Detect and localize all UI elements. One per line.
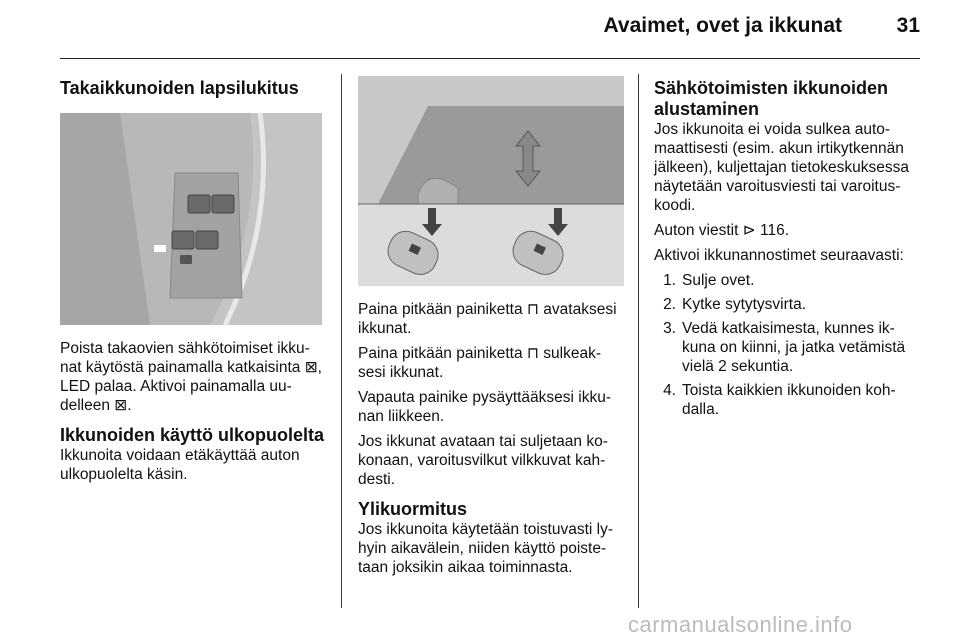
door-switch-panel-image [60,113,322,325]
remote-operation-text: Ikkunoita voidaan etäkäyttää auton ulkopuolelta käsin. [60,447,300,483]
list-item: 1. Sulje ovet. [663,272,755,289]
section-heading-remote-operation: Ikkunoiden käyttö ulkopuolelta [60,425,325,445]
list-item: 2. Kytke sytytysvirta. [663,296,807,313]
stop-window-text: Vapauta painike pysäyttääksesi ikku-nan liikkeen. [358,389,612,425]
column-1 [60,74,326,490]
section-heading-initialise: Sähkötoimisten ikkunoiden alustaminen [654,78,889,119]
chapter-title: Avaimet, ovet ja ikkunat [603,14,842,37]
page-number: 31 [896,14,920,37]
open-windows-text: Paina pitkään painiketta ⊓ avataksesi ikkunat. [358,301,617,337]
list-item: 3. Vedä katkaisimesta, kunnes ik-kuna on kiinni, ja jatka vetämistä vielä 2 sekuntia. [663,320,906,375]
watermark: carmanualsonline.info [628,612,853,637]
overload-text: Jos ikkunoita käytetään toistuvasti ly-hyin aikavälein, niiden käyttö poiste-taan joksikin aikaa toiminnasta. [358,521,614,576]
close-windows-text: Paina pitkään painiketta ⊓ sulkeak-sesi ikkunat. [358,345,602,381]
list-item: 4. Toista kaikkien ikkunoiden koh-dalla. [663,382,896,418]
initialise-intro-text: Jos ikkunoita ei voida sulkea auto-maattisesti (esim. akun irtikytkennän jälkeen), kuljettajan tietokeskuksessa näytetään varoitusviesti tai varoitus-koodi. [654,121,910,214]
section-heading-child-lock: Takaikkunoiden lapsilukitus [60,78,299,98]
child-lock-text: Poista takaovien sähkötoimiset ikku-nat käytöstä painamalla katkaisinta ⊠, LED palaa. Aktivoi painamalla uu-delleen ⊠. [60,340,322,414]
activate-instructions-text: Aktivoi ikkunannostimet seuraavasti: [654,247,904,264]
remote-key-window-image [358,76,624,286]
column-3 [654,74,924,424]
hazard-flash-text: Jos ikkunat avataan tai suljetaan ko-konaan, varoitusvilkut vilkkuvat kah-desti. [358,433,608,488]
column-divider-1 [341,74,342,608]
column-divider-2 [638,74,639,608]
vehicle-messages-ref: Auton viestit ⊳ 116. [654,222,790,239]
steps-list [654,271,924,419]
column-2 [358,74,624,583]
section-heading-overload: Ylikuormitus [358,499,468,519]
header-divider [60,58,920,59]
